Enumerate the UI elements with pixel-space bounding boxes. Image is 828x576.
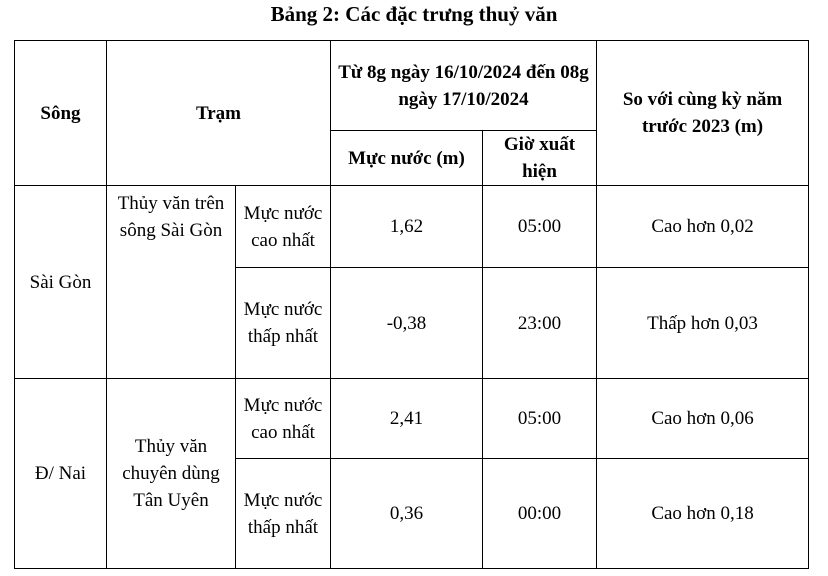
table-row: [15, 379, 809, 459]
level-kind: Mực nước thấp nhất: [236, 268, 331, 379]
occurrence-time: 05:00: [483, 186, 597, 268]
comparison-value: Cao hơn 0,06: [597, 379, 809, 459]
level-kind: Mực nước cao nhất: [236, 186, 331, 268]
table-row: [15, 186, 809, 268]
water-level: 2,41: [331, 379, 483, 459]
occurrence-time: 00:00: [483, 459, 597, 569]
water-level: 0,36: [331, 459, 483, 569]
water-level: 1,62: [331, 186, 483, 268]
river-name: Đ/ Nai: [15, 379, 107, 569]
header-period: Từ 8g ngày 16/10/2024 đến 08g ngày 17/10/2024: [331, 41, 597, 131]
header-muc-nuoc: Mực nước (m): [331, 131, 483, 186]
occurrence-time: 23:00: [483, 268, 597, 379]
comparison-value: Cao hơn 0,18: [597, 459, 809, 569]
header-row-1: [15, 41, 809, 131]
level-kind: Mực nước thấp nhất: [236, 459, 331, 569]
station-name: Thủy văn chuyên dùng Tân Uyên: [107, 379, 236, 569]
header-tram: Trạm: [107, 41, 331, 186]
river-name: Sài Gòn: [15, 186, 107, 379]
station-name: Thủy văn trên sông Sài Gòn: [107, 186, 236, 379]
water-level: -0,38: [331, 268, 483, 379]
header-so-sanh: So với cùng kỳ năm trước 2023 (m): [597, 41, 809, 186]
comparison-value: Thấp hơn 0,03: [597, 268, 809, 379]
hydrology-table: [14, 40, 809, 569]
header-song: Sông: [15, 41, 107, 186]
comparison-value: Cao hơn 0,02: [597, 186, 809, 268]
level-kind: Mực nước cao nhất: [236, 379, 331, 459]
table-title: Bảng 2: Các đặc trưng thuỷ văn: [270, 2, 558, 26]
header-gio-xuat-hien: Giờ xuất hiện: [483, 131, 597, 186]
occurrence-time: 05:00: [483, 379, 597, 459]
